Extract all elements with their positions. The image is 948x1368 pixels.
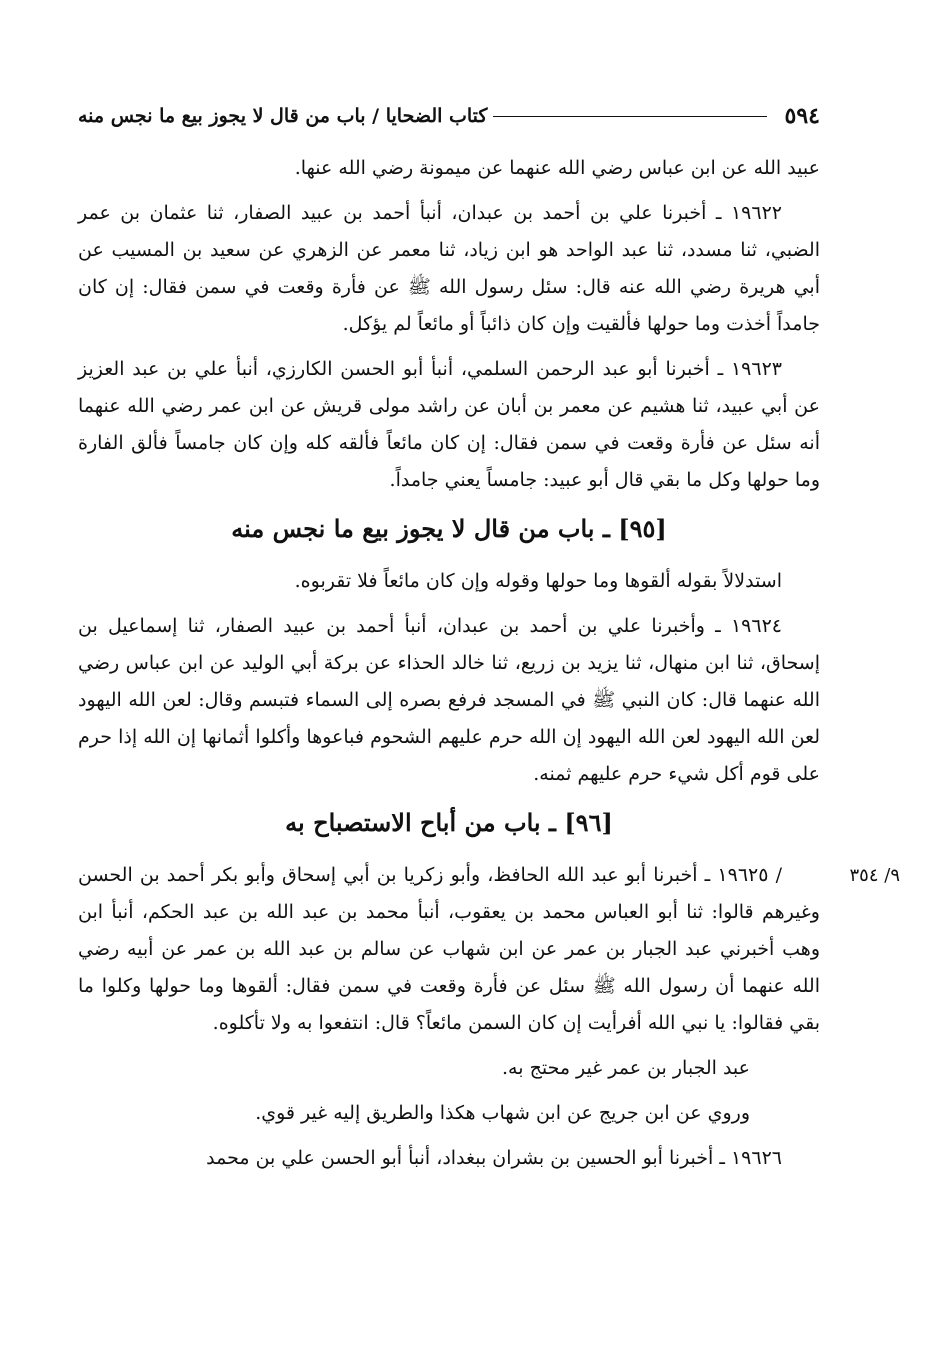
hadith-19625-block [78,857,900,1042]
chapter-note: استدلالاً بقوله ألقوها وما حولها وقوله وإن كان مائعاً فلا تقربوه. [294,570,782,592]
hadith-19623: ١٩٦٢٣ ـ أخبرنا أبو عبد الرحمن السلمي، أنبأ أبو الحسن الكارزي، أنبأ علي بن عبد العزيز عن أبي عبيد، ثنا هشيم عن معمر بن أبان عن راشد مولى قريش عن ابن عمر رضي الله عنهما أنه سئل عن فأرة وقعت في سمن فقال: إن كان مائعاً فألقه كله وإن كان جامساً فألق الفارة وما حولها وكل ما بقي قال أبو عبيد: جامساً يعني جامداً. [78,358,820,491]
header-rule [493,116,766,117]
commentary-line-1: عبد الجبار بن عمر غير محتج به. [502,1057,750,1079]
chapter-heading-96: [٩٦] ـ باب من أباح الاستصباح به [285,808,613,837]
hadith-19626: ١٩٦٢٦ ـ أخبرنا أبو الحسين بن بشران ببغداد، أنبأ أبو الحسن علي بن محمد [206,1147,782,1169]
page-header [78,96,820,136]
hadith-19624: ١٩٦٢٤ ـ وأخبرنا علي بن أحمد بن عبدان، أنبأ أحمد بن عبيد الصفار، ثنا إسماعيل بن إسحاق، ثنا ابن منهال، ثنا يزيد بن زريع، ثنا خالد الحذاء عن بركة أبي الوليد عن ابن عباس رضي الله عنهما قال: كان النبي ﷺ في المسجد فرفع بصره إلى السماء فتبسم وقال: لعن الله اليهود لعن الله اليهود لعن الله اليهود إن الله حرم عليهم الشحوم فباعوها وأكلوا أثمانها إن الله إذا حرم على قوم أكل شيء حرم عليهم ثمنه. [78,615,820,785]
running-title: كتاب الضحايا / باب من قال لا يجوز بيع ما نجس منه [78,105,488,127]
chapter-heading-95: [٩٥] ـ باب من قال لا يجوز بيع ما نجس منه [231,514,667,543]
page-number: ٥٩٤ [784,103,820,129]
hadith-19622: ١٩٦٢٢ ـ أخبرنا علي بن أحمد بن عبدان، أنبأ أحمد بن عبيد الصفار، ثنا عثمان بن عمر الضبي، ثنا مسدد، ثنا عبد الواحد هو ابن زياد، ثنا معمر عن الزهري عن سعيد بن المسيب عن أبي هريرة رضي الله عنه قال: سئل رسول الله ﷺ عن فأرة وقعت في سمن فقال: إن كان جامداً أخذت وما حولها فألقيت وإن كان ذائباً أو مائعاً لم يؤكل. [78,202,820,335]
paragraph-continuation: عبيد الله عن ابن عباس رضي الله عنهما عن ميمونة رضي الله عنها. [294,157,820,179]
commentary-line-2: وروي عن ابن جريج عن ابن شهاب هكذا والطريق إليه غير قوي. [255,1102,750,1124]
margin-reference: ٩/ ٣٥٤ [849,865,900,886]
page-body [78,150,900,1185]
hadith-19625: / ١٩٦٢٥ ـ أخبرنا أبو عبد الله الحافظ، وأبو زكريا بن أبي إسحاق وأبو بكر أحمد بن الحسن وغيرهم قالوا: ثنا أبو العباس محمد بن يعقوب، أنبأ محمد بن عبد الله بن عبد الحكم، أنبأ ابن وهب أخبرني عبد الجبار بن عمر عن ابن شهاب عن سالم بن عبد الله بن عمر عن أبيه رضي الله عنهما أن رسول الله ﷺ سئل عن فأرة وقعت في سمن فقال: ألقوها وما حولها وكلوا ما بقي فقالوا: يا نبي الله أفرأيت إن كان السمن مائعاً؟ قال: انتفعوا به ولا تأكلوه. [78,864,820,1034]
